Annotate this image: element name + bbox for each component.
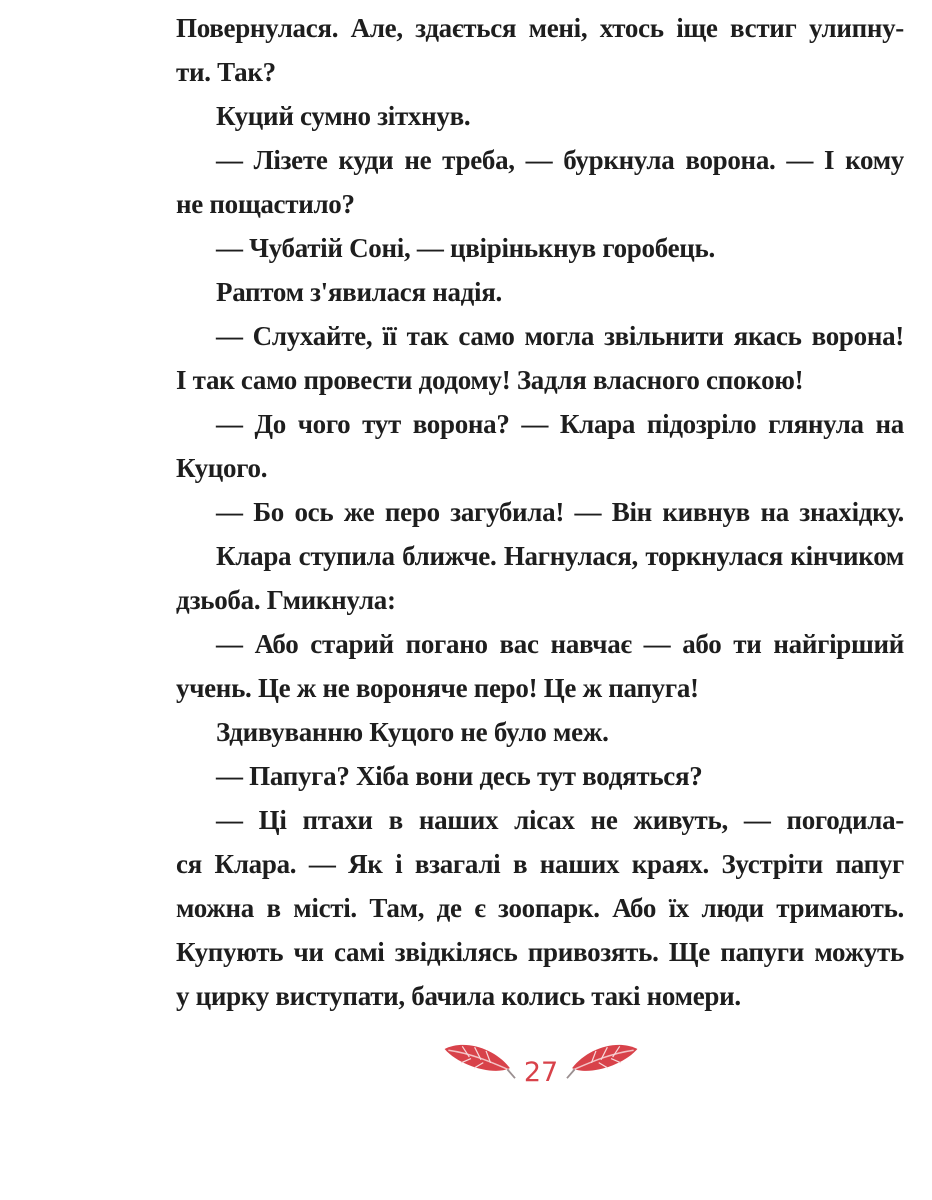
text-line-19: — Ці птахи в наших лісах не живуть, — погодила- (216, 805, 904, 835)
text-line-14: дзьоба. Гмикнула: (176, 585, 396, 615)
text-line-18: — Папуга? Хіба вони десь тут водяться? (216, 761, 703, 791)
text-line-2: ти. Так? (176, 57, 276, 87)
text-line-21: можна в місті. Там, де є зоопарк. Або їх люди тримають. (176, 893, 904, 923)
text-line-17: Здивуванню Куцого не було меж. (216, 717, 609, 747)
text-line-13: Клара ступила ближче. Нагнулася, торкнулася кінчиком (216, 541, 904, 571)
feather-icon (564, 1036, 646, 1102)
page-footer (436, 1036, 646, 1106)
text-line-3: Куций сумно зітхнув. (216, 101, 471, 131)
page-number: 27 (523, 1057, 559, 1088)
text-line-7: Раптом з'явилася надія. (216, 277, 502, 307)
text-line-22: Купують чи самі звідкілясь привозять. Ще папуги можуть (176, 937, 904, 967)
text-line-9: І так само провести додому! Задля власного спокою! (176, 365, 804, 395)
text-line-10: — До чого тут ворона? — Клара підозріло глянула на (216, 409, 904, 439)
text-line-11: Куцого. (176, 453, 268, 483)
text-line-4: — Лізете куди не треба, — буркнула ворона. — І кому (216, 145, 904, 175)
text-line-5: не пощастило? (176, 189, 355, 219)
text-line-1: Повернулася. Але, здається мені, хтось іще встиг улипну- (176, 13, 904, 43)
text-line-6: — Чубатій Соні, — цвірінькнув горобець. (216, 233, 715, 263)
text-line-8: — Слухайте, її так само могла звільнити якась ворона! (216, 321, 904, 351)
text-line-23: у цирку виступати, бачила колись такі номери. (176, 981, 741, 1011)
text-line-12: — Бо ось же перо загубила! — Він кивнув на знахідку. (216, 497, 904, 527)
text-line-16: учень. Це ж не вороняче перо! Це ж папуга! (176, 673, 699, 703)
text-line-15: — Або старий погано вас навчає — або ти найгірший (216, 629, 904, 659)
text-line-20: ся Клара. — Як і взагалі в наших краях. Зустріти папуг (176, 849, 904, 879)
book-page-text (176, 6, 904, 1018)
